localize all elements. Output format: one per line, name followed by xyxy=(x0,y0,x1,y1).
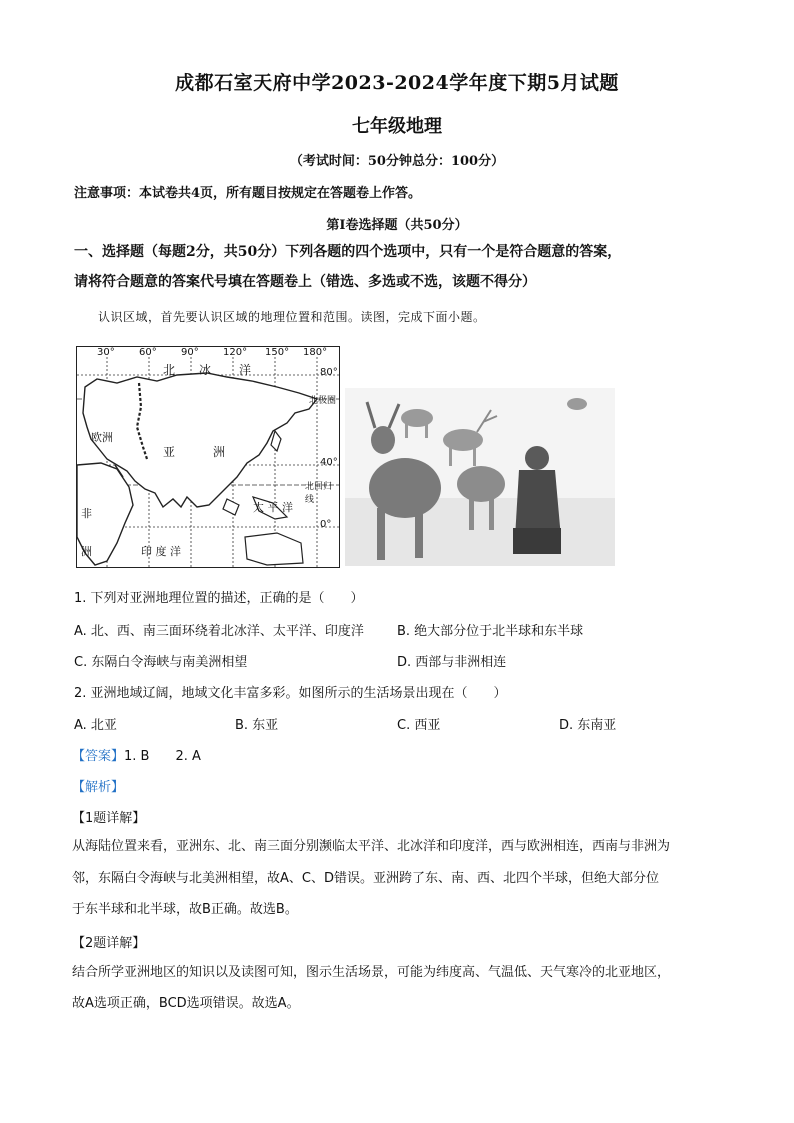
notice: 注意事项：本试卷共4页，所有题目按规定在答题卷上作答。 xyxy=(74,186,422,201)
map-label-ocean: 洋 xyxy=(239,363,252,377)
lon-label: 60° xyxy=(139,347,157,358)
question-2-option-b[interactable]: B. 东亚 xyxy=(235,718,279,733)
answer-label: 【答案】 xyxy=(72,749,125,764)
map-label-pacific: 太 平 洋 xyxy=(253,501,293,514)
page-title: 成都石室天府中学2023-2024学年度下期5月试题 xyxy=(175,72,619,94)
map-label-africa-fei: 非 xyxy=(81,507,92,520)
map-label-asia-ya: 亚 xyxy=(163,445,176,459)
map-label-tropic: 北回归线 xyxy=(305,482,333,505)
map-label-indian-ocean: 印 度 洋 xyxy=(141,545,181,558)
map-label-ice: 冰 xyxy=(199,363,212,377)
map-label-africa-zhou: 洲 xyxy=(81,545,92,558)
page-subtitle: 七年级地理 xyxy=(352,116,442,137)
analysis-label: 【解析】 xyxy=(72,780,125,795)
detail-1-line-3: 于东半球和北半球，故B正确。故选B。 xyxy=(72,902,298,917)
question-2-option-c[interactable]: C. 西亚 xyxy=(397,718,441,733)
asia-map-drawing xyxy=(77,347,339,567)
question-1-stem: 1. 下列对亚洲地理位置的描述，正确的是（ ） xyxy=(74,591,364,606)
detail-2-label: 【2题详解】 xyxy=(72,936,146,951)
question-1-option-c[interactable]: C. 东隔白令海峡与南美洲相望 xyxy=(74,655,248,670)
detail-2-line-1: 结合所学亚洲地区的知识以及读图可知，图示生活场景，可能为纬度高、气温低、天气寒冷的北亚地区， xyxy=(72,965,671,980)
lon-label: 150° xyxy=(265,347,290,358)
detail-2-line-2: 故A选项正确，BCD选项错误。故选A。 xyxy=(72,996,300,1011)
map-label-arctic-circle: 北极圈 xyxy=(309,396,337,406)
asia-map xyxy=(76,346,340,568)
section-heading: 第Ⅰ卷选择题（共50分） xyxy=(326,218,468,233)
question-intro: 认识区域，首先要认识区域的地理位置和范围。读图，完成下面小题。 xyxy=(98,310,486,324)
question-1-option-a[interactable]: A. 北、西、南三面环绕着北冰洋、太平洋、印度洋 xyxy=(74,624,364,639)
question-2-option-a[interactable]: A. 北亚 xyxy=(74,718,117,733)
detail-1-label: 【1题详解】 xyxy=(72,811,146,826)
question-2-stem: 2. 亚洲地域辽阔，地域文化丰富多彩。如图所示的生活场景出现在（ ） xyxy=(74,686,507,701)
lat-label: 0° xyxy=(320,519,332,530)
map-label-asia-zhou: 洲 xyxy=(213,445,226,459)
instructions-line-1: 一、选择题（每题2分，共50分）下列各题的四个选项中，只有一个是符合题意的答案， xyxy=(74,244,622,260)
answer-line xyxy=(72,745,201,764)
reindeer-photo xyxy=(345,388,615,566)
question-1-option-d[interactable]: D. 西部与非洲相连 xyxy=(397,655,507,670)
lon-label: 90° xyxy=(181,347,199,358)
question-2-option-d[interactable]: D. 东南亚 xyxy=(559,718,617,733)
exam-info: （考试时间：50分钟总分：100分） xyxy=(289,154,505,169)
answer-text: 1. B 2. A xyxy=(124,749,201,764)
detail-1-line-2: 邻，东隔白令海峡与北美洲相望，故A、C、D错误。亚洲跨了东、南、西、北四个半球，但绝大部分位 xyxy=(72,871,659,886)
map-label-europe: 欧洲 xyxy=(91,431,113,444)
instructions-line-2: 请将符合题意的答案代号填在答题卷上（错选、多选或不选，该题不得分） xyxy=(74,274,536,290)
question-1-option-b[interactable]: B. 绝大部分位于北半球和东半球 xyxy=(397,624,584,639)
lon-label: 30° xyxy=(97,347,115,358)
lat-label: 40° xyxy=(320,457,338,468)
map-label-north: 北 xyxy=(163,363,176,377)
lon-label: 180° xyxy=(303,347,328,358)
lon-label: 120° xyxy=(223,347,248,358)
lat-label: 80° xyxy=(320,367,338,378)
detail-1-line-1: 从海陆位置来看，亚洲东、北、南三面分别濒临太平洋、北冰洋和印度洋，西与欧洲相连，西南与非洲为 xyxy=(72,839,671,854)
reindeer-scene-icon xyxy=(345,388,615,566)
